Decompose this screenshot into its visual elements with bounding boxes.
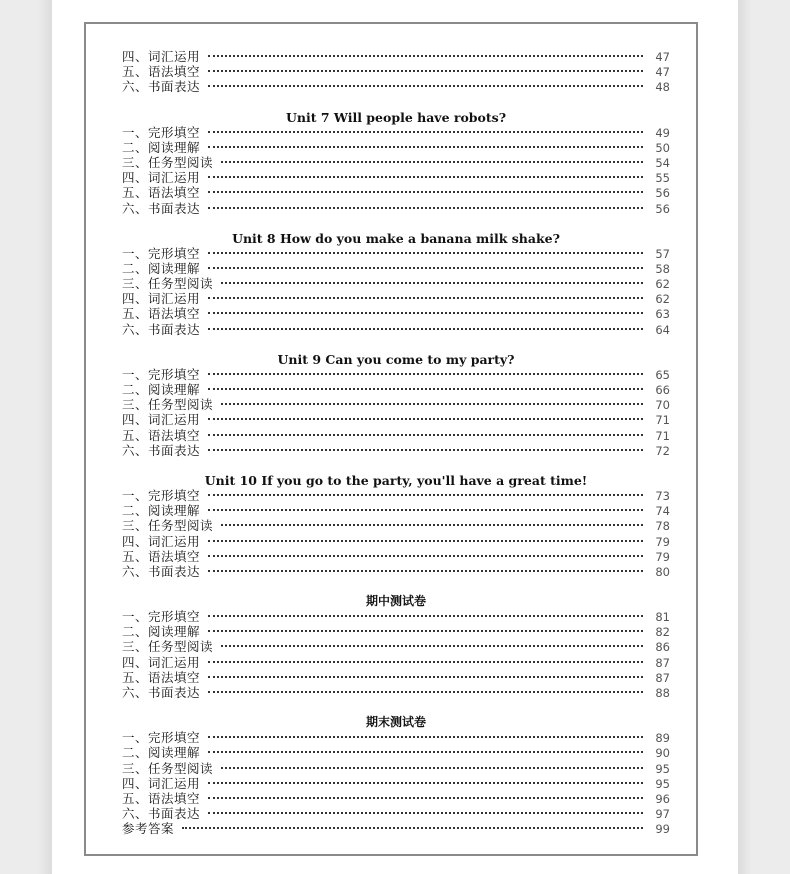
toc-entry-page-number: 95 bbox=[655, 776, 670, 791]
dot-leader bbox=[208, 797, 643, 799]
toc-entry-page-number: 74 bbox=[655, 504, 670, 519]
dot-leader bbox=[208, 434, 643, 436]
page-shadow-left bbox=[38, 0, 52, 874]
toc-entry[interactable] bbox=[122, 261, 670, 276]
toc-entry-page-number: 96 bbox=[655, 791, 670, 806]
toc-entry-page-number: 47 bbox=[655, 65, 670, 80]
toc-entry[interactable] bbox=[122, 412, 670, 427]
toc-entry-label: 四、词汇运用 bbox=[122, 412, 201, 428]
toc-entry[interactable] bbox=[122, 443, 670, 458]
toc-entry[interactable] bbox=[122, 125, 670, 140]
toc-entry-label: 六、书面表达 bbox=[122, 806, 201, 822]
dot-leader bbox=[208, 630, 643, 632]
toc-entry[interactable] bbox=[122, 64, 670, 79]
toc-entry-label: 四、词汇运用 bbox=[122, 170, 201, 186]
dot-leader bbox=[208, 267, 643, 269]
toc-entry-page-number: 89 bbox=[655, 731, 670, 746]
toc-entry-page-number: 63 bbox=[655, 307, 670, 322]
toc-entry-label: 三、任务型阅读 bbox=[122, 639, 214, 655]
toc-entry[interactable] bbox=[122, 791, 670, 806]
dot-leader bbox=[208, 676, 643, 678]
toc-entry-page-number: 72 bbox=[655, 443, 670, 458]
toc-entry-page-number: 48 bbox=[655, 80, 670, 95]
toc-entry-label: 六、书面表达 bbox=[122, 442, 201, 458]
toc-entry-label: 五、语法填空 bbox=[122, 427, 201, 443]
toc-entry[interactable] bbox=[122, 685, 670, 700]
toc-entry-page-number: 78 bbox=[655, 519, 670, 534]
toc-entry-label: 参考答案 bbox=[122, 821, 175, 837]
toc-entry-page-number: 87 bbox=[655, 655, 670, 670]
dot-leader bbox=[208, 146, 643, 148]
toc-entry-page-number: 99 bbox=[655, 822, 670, 837]
toc-entry[interactable] bbox=[122, 518, 670, 533]
toc-entry[interactable] bbox=[122, 745, 670, 760]
toc-entry-label: 三、任务型阅读 bbox=[122, 518, 214, 534]
toc-entry[interactable] bbox=[122, 306, 670, 321]
toc-entry-page-number: 64 bbox=[655, 322, 670, 337]
toc-entry-label: 六、书面表达 bbox=[122, 200, 201, 216]
dot-leader bbox=[208, 570, 643, 572]
section-heading: 期末测试卷 bbox=[365, 715, 426, 730]
dot-leader bbox=[221, 403, 643, 405]
section-heading: 期中测试卷 bbox=[365, 594, 426, 609]
toc-entry[interactable] bbox=[122, 624, 670, 639]
toc-entry-label: 五、语法填空 bbox=[122, 185, 201, 201]
dot-leader bbox=[208, 615, 643, 617]
dot-leader bbox=[208, 509, 643, 511]
toc-entry-page-number: 70 bbox=[655, 398, 670, 413]
dot-leader bbox=[182, 827, 643, 829]
dot-leader bbox=[208, 252, 643, 254]
toc-entry-label: 五、语法填空 bbox=[122, 306, 201, 322]
toc-entry-label: 四、词汇运用 bbox=[122, 49, 201, 64]
toc-entry-label: 二、阅读理解 bbox=[122, 624, 201, 640]
toc-entry-page-number: 49 bbox=[655, 125, 670, 140]
dot-leader bbox=[208, 661, 643, 663]
toc-entry[interactable] bbox=[122, 201, 670, 216]
toc-entry[interactable] bbox=[122, 503, 670, 518]
dot-leader bbox=[208, 751, 643, 753]
toc-entry-label: 一、完形填空 bbox=[122, 366, 201, 382]
toc-entry-page-number: 58 bbox=[655, 261, 670, 276]
toc-entry-label: 一、完形填空 bbox=[122, 245, 201, 261]
toc-entry[interactable] bbox=[122, 730, 670, 745]
toc-entry-page-number: 56 bbox=[655, 186, 670, 201]
toc-entry[interactable] bbox=[122, 564, 670, 579]
toc-entry-page-number: 95 bbox=[655, 761, 670, 776]
toc-entry[interactable] bbox=[122, 488, 670, 503]
toc-entry-page-number: 81 bbox=[655, 610, 670, 625]
section-heading: Unit 7 Will people have robots? bbox=[285, 109, 507, 125]
toc-entry-label: 二、阅读理解 bbox=[122, 139, 201, 155]
toc-entry-page-number: 80 bbox=[655, 564, 670, 579]
toc-entry-label: 二、阅读理解 bbox=[122, 503, 201, 519]
dot-leader bbox=[208, 812, 643, 814]
dot-leader bbox=[208, 312, 643, 314]
toc-entry[interactable] bbox=[122, 397, 670, 412]
toc-entry[interactable] bbox=[122, 549, 670, 564]
toc-entry-page-number: 57 bbox=[655, 246, 670, 261]
toc-entry-page-number: 54 bbox=[655, 155, 670, 170]
toc-entry[interactable] bbox=[122, 79, 670, 94]
toc-entry-page-number: 50 bbox=[655, 140, 670, 155]
dot-leader bbox=[221, 767, 643, 769]
toc-entry-page-number: 86 bbox=[655, 640, 670, 655]
toc-entry-label: 一、完形填空 bbox=[122, 124, 201, 140]
toc-entry[interactable] bbox=[122, 428, 670, 443]
toc-entry-page-number: 88 bbox=[655, 686, 670, 700]
dot-leader bbox=[221, 524, 643, 526]
toc-entry[interactable] bbox=[122, 821, 670, 836]
toc-entry[interactable] bbox=[122, 534, 670, 549]
dot-leader bbox=[208, 191, 643, 193]
toc-entry-label: 四、词汇运用 bbox=[122, 291, 201, 307]
toc-entry-label: 四、词汇运用 bbox=[122, 654, 201, 670]
toc-entry-page-number: 90 bbox=[655, 746, 670, 761]
dot-leader bbox=[208, 328, 643, 330]
toc-entry-label: 三、任务型阅读 bbox=[122, 154, 214, 170]
page-shadow-right bbox=[738, 0, 752, 874]
toc-entry-label: 五、语法填空 bbox=[122, 790, 201, 806]
dot-leader bbox=[208, 85, 643, 87]
dot-leader bbox=[208, 55, 643, 57]
toc-entry[interactable] bbox=[122, 155, 670, 170]
toc-entry-page-number: 71 bbox=[655, 413, 670, 428]
dot-leader bbox=[208, 494, 643, 496]
dot-leader bbox=[221, 645, 643, 647]
toc-entry-page-number: 56 bbox=[655, 201, 670, 216]
section-heading: Unit 10 If you go to the party, you'll have a great time! bbox=[204, 472, 588, 488]
toc-entry[interactable] bbox=[122, 246, 670, 261]
toc-entry[interactable] bbox=[122, 49, 670, 64]
dot-leader bbox=[208, 782, 643, 784]
toc-entry[interactable] bbox=[122, 776, 670, 791]
toc-entry-label: 二、阅读理解 bbox=[122, 745, 201, 761]
toc-entry[interactable] bbox=[122, 322, 670, 337]
toc-entry-label: 六、书面表达 bbox=[122, 79, 201, 95]
dot-leader bbox=[208, 449, 643, 451]
toc-entry[interactable] bbox=[122, 367, 670, 382]
toc-entry[interactable] bbox=[122, 670, 670, 685]
toc-entry-label: 六、书面表达 bbox=[122, 685, 201, 700]
toc-entry-label: 六、书面表达 bbox=[122, 321, 201, 337]
toc-entry-label: 五、语法填空 bbox=[122, 64, 201, 80]
dot-leader bbox=[208, 691, 643, 693]
toc-entry[interactable] bbox=[122, 276, 670, 291]
toc-entry-page-number: 71 bbox=[655, 428, 670, 443]
toc-entry-label: 五、语法填空 bbox=[122, 548, 201, 564]
dot-leader bbox=[208, 131, 643, 133]
toc-entry-page-number: 62 bbox=[655, 277, 670, 292]
toc-entry[interactable] bbox=[122, 761, 670, 776]
toc-entry-label: 二、阅读理解 bbox=[122, 260, 201, 276]
dot-leader bbox=[208, 297, 643, 299]
toc-entry-page-number: 79 bbox=[655, 549, 670, 564]
dot-leader bbox=[208, 418, 643, 420]
toc-entry[interactable] bbox=[122, 655, 670, 670]
toc-entry-page-number: 65 bbox=[655, 367, 670, 382]
toc-entry-label: 一、完形填空 bbox=[122, 730, 201, 746]
toc-entry[interactable] bbox=[122, 291, 670, 306]
toc-entry-label: 三、任务型阅读 bbox=[122, 397, 214, 413]
dot-leader bbox=[208, 373, 643, 375]
toc-entry-label: 六、书面表达 bbox=[122, 563, 201, 579]
toc-entry-label: 二、阅读理解 bbox=[122, 382, 201, 397]
toc-entry[interactable] bbox=[122, 170, 670, 185]
dot-leader bbox=[208, 70, 643, 72]
toc-entry-label: 三、任务型阅读 bbox=[122, 276, 214, 292]
dot-leader bbox=[208, 176, 643, 178]
toc-entry-label: 三、任务型阅读 bbox=[122, 760, 214, 776]
toc-entry-page-number: 47 bbox=[655, 50, 670, 64]
toc-entry-page-number: 79 bbox=[655, 534, 670, 549]
section-heading: Unit 9 Can you come to my party? bbox=[277, 351, 515, 367]
toc-entry-page-number: 55 bbox=[655, 171, 670, 186]
dot-leader bbox=[208, 736, 643, 738]
dot-leader bbox=[208, 207, 643, 209]
toc-entry-page-number: 87 bbox=[655, 670, 670, 685]
toc-entry[interactable] bbox=[122, 609, 670, 624]
dot-leader bbox=[208, 540, 643, 542]
toc-entry[interactable] bbox=[122, 639, 670, 654]
toc-entry[interactable] bbox=[122, 140, 670, 155]
toc-entry-label: 四、词汇运用 bbox=[122, 775, 201, 791]
section-heading: Unit 8 How do you make a banana milk shake? bbox=[232, 230, 560, 246]
dot-leader bbox=[221, 282, 643, 284]
toc-entry[interactable] bbox=[122, 382, 670, 397]
dot-leader bbox=[208, 555, 643, 557]
toc-entry-page-number: 73 bbox=[655, 488, 670, 503]
table-of-contents bbox=[122, 49, 670, 837]
toc-entry-page-number: 97 bbox=[655, 807, 670, 822]
toc-entry-label: 一、完形填空 bbox=[122, 487, 201, 503]
toc-entry[interactable] bbox=[122, 185, 670, 200]
toc-entry-page-number: 66 bbox=[655, 383, 670, 397]
dot-leader bbox=[221, 161, 643, 163]
toc-entry-page-number: 82 bbox=[655, 625, 670, 640]
toc-entry-label: 五、语法填空 bbox=[122, 669, 201, 685]
toc-entry-label: 四、词汇运用 bbox=[122, 533, 201, 549]
toc-entry-page-number: 62 bbox=[655, 292, 670, 307]
toc-entry-label: 一、完形填空 bbox=[122, 609, 201, 625]
toc-entry[interactable] bbox=[122, 806, 670, 821]
dot-leader bbox=[208, 388, 643, 390]
